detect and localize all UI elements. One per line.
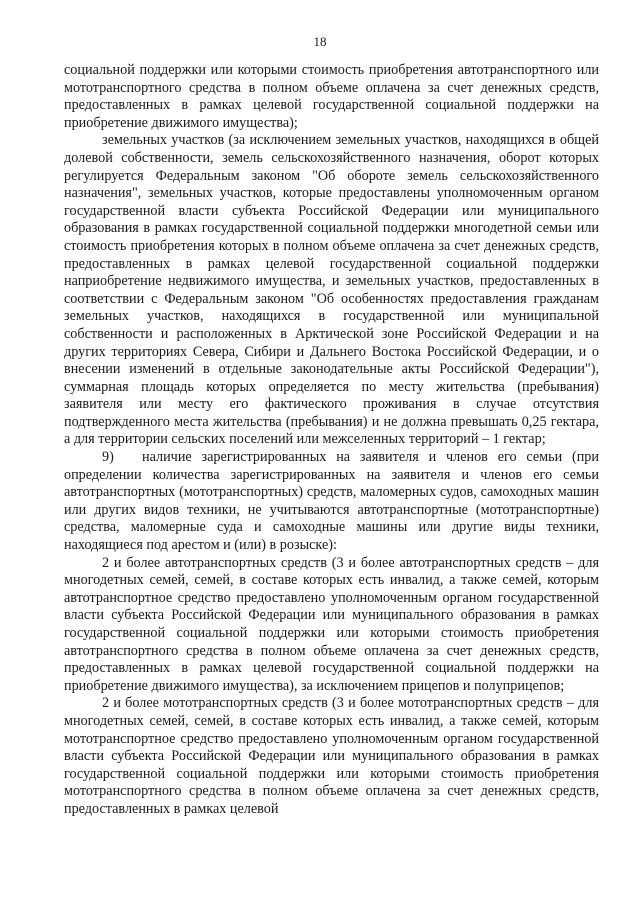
page-number: 18 xyxy=(313,34,327,49)
document-body xyxy=(64,62,599,819)
item-text: наличие зарегистрированных на заявителя и членов его семьи (при определении количества зарегистрированных на заявителя и членов его семьи автотранспортных (мототранспортных) средств, маломерных судов, самоходных машин или других видов техники, не учитываются автотранспортные (мототранспортные) средства, маломерные суда и самоходные машины или другие виды техники, находящиеся под арестом и (или) в розыске): xyxy=(64,449,599,554)
paragraph-motor-vehicles: 2 и более автотранспортных средств (3 и более автотранспортных средств – для многодетных семей, семей, в составе которых есть инвалид, а также семей, которым автотранспортное средство предоставлено уполномоченным органом государственной власти субъекта Российской Федерации или муниципального образования в рамках государственной социальной поддержки или которыми стоимость приобретения автотранспортного средства в полном объеме оплачена за счет денежных средств, предоставленных в рамках целевой государственной социальной поддержки на приобретение движимого имущества), за исключением прицепов и полуприцепов; xyxy=(64,554,599,694)
paragraph-motorcycles: 2 и более мототранспортных средств (3 и более мототранспортных средств – для многодетных семей, семей, в составе которых есть инвалид, а также семей, которым мототранспортное средство предоставлено уполномоченным органом государственной власти субъекта Российской Федерации или муниципального образования в рамках государственной социальной поддержки или которыми стоимость приобретения мототранспортного средства в полном объеме оплачена за счет денежных средств, предоставленных в рамках целевой xyxy=(64,695,599,817)
item-number: 9) xyxy=(102,449,114,466)
paragraph-continuation: социальной поддержки или которыми стоимость приобретения автотранспортного или мототранспортного средства в полном объеме оплачена за счет денежных средств, предоставленных в рамках целевой государственной социальной поддержки на приобретение движимого имущества); xyxy=(64,62,599,131)
paragraph-item-9 xyxy=(64,449,599,555)
paragraph-land-plots: земельных участков (за исключением земельных участков, находящихся в общей долевой собственности, земель сельскохозяйственного назначения, оборот которых регулируется Федеральным законом "Об обороте земель сельскохозяйственного назначения", земельных участков, которые предоставлены уполномоченным органом государственной власти субъекта Российской Федерации или муниципального образования в рамках государственной социальной поддержки многодетной семьи или стоимость приобретения которых в полном объеме оплачена за счет денежных средств, предоставленных в рамках целевой государственной социальной поддержки наприобретение недвижимого имущества, и земельных участков, предоставленных в соответствии с Федеральным законом "Об особенностях предоставления гражданам земельных участков, находящихся в государственной или муниципальной собственности и расположенных в Арктической зоне Российской Федерации и на других территориях Севера, Сибири и Дальнего Востока Российской Федерации, и о внесении изменений в отдельные законодательные акты Российской Федерации"), суммарная площадь которых определяется по месту жительства (пребывания) заявителя или месту его фактического проживания в случае отсутствия подтвержденного места жительства (пребывания) и не должна превышать 0,25 гектара, а для территории сельских поселений или межселенных территорий – 1 гектар; xyxy=(64,132,599,448)
